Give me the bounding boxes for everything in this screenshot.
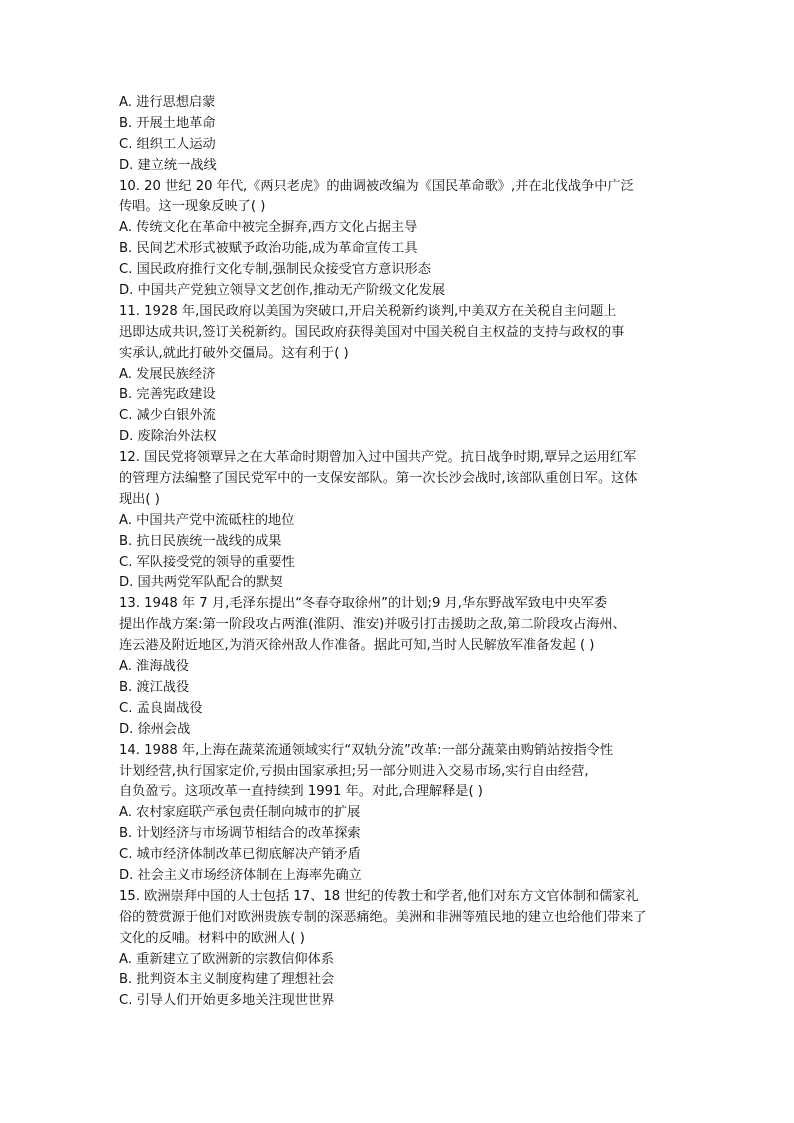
text-line: A. 淮海战役 bbox=[119, 659, 189, 675]
text-line: 12. 国民党将领覃异之在大革命时期曾加入过中国共产党。抗日战争时期,覃异之运用红军 bbox=[119, 450, 637, 466]
text-line: A. 中国共产党中流砥柱的地位 bbox=[119, 512, 295, 528]
text-line: 实承认,就此打破外交僵局。这有利于( ) bbox=[119, 345, 349, 361]
text-line: D. 中国共产党独立领导文艺创作,推动无产阶级文化发展 bbox=[119, 283, 446, 299]
text-line: A. 农村家庭联产承包责任制向城市的扩展 bbox=[119, 805, 361, 821]
text-line: 的管理方法编整了国民党军中的一支保安部队。第一次长沙会战时,该部队重创日军。这体 bbox=[119, 471, 638, 487]
text-line: A. 进行思想启蒙 bbox=[119, 95, 216, 110]
text-line: 连云港及附近地区,为消灭徐州敌人作准备。据此可知,当时人民解放军准备发起 ( ) bbox=[119, 638, 595, 654]
text-line: B. 抗日民族统一战线的成果 bbox=[119, 533, 282, 549]
text-line: D. 国共两党军队配合的默契 bbox=[119, 575, 283, 591]
text-line: B. 计划经济与市场调节相结合的改革探索 bbox=[119, 826, 361, 842]
text-line: 现出( ) bbox=[119, 491, 160, 507]
text-line: C. 组织工人运动 bbox=[119, 136, 216, 152]
text-line: C. 军队接受党的领导的重要性 bbox=[119, 554, 295, 570]
text-line: 14. 1988 年,上海在蔬菜流通领域实行“双轨分流”改革:一部分蔬菜由购销站按指令性 bbox=[119, 742, 614, 758]
text-line: 计划经营,执行国家定价,亏损由国家承担;另一部分则进入交易市场,实行自由经营, bbox=[119, 763, 589, 779]
text-line: B. 开展土地革命 bbox=[119, 115, 216, 131]
text-line: C. 引导人们开始更多地关注现世世界 bbox=[119, 993, 335, 1009]
text-line: 迅即达成共识,签订关税新约。国民政府获得美国对中国关税自主权益的支持与政权的事 bbox=[119, 324, 625, 340]
text-line: 10. 20 世纪 20 年代,《两只老虎》的曲调被改编为《国民革命歌》,并在北伐战争中广泛 bbox=[119, 178, 634, 194]
text-line: D. 废除治外法权 bbox=[119, 429, 217, 445]
text-line: D. 社会主义市场经济体制在上海率先确立 bbox=[119, 867, 362, 883]
text-line: A. 传统文化在革命中被完全摒弃,西方文化占据主导 bbox=[119, 220, 418, 236]
text-line: 自负盈亏。这项改革一直持续到 1991 年。对此,合理解释是( ) bbox=[119, 784, 483, 800]
text-line: 提出作战方案:第一阶段攻占两淮(淮阴、淮安)并吸引打击援助之敌,第二阶段攻占海州、 bbox=[119, 617, 626, 633]
text-line: B. 渡江战役 bbox=[119, 679, 190, 695]
text-line: C. 减少白银外流 bbox=[119, 408, 216, 424]
text-line: 传唱。这一现象反映了( ) bbox=[119, 199, 266, 215]
text-line: C. 孟良崮战役 bbox=[119, 700, 203, 716]
text-line: C. 国民政府推行文化专制,强制民众接受官方意识形态 bbox=[119, 262, 431, 278]
text-line: B. 批判资本主义制度构建了理想社会 bbox=[119, 972, 335, 988]
document-page bbox=[119, 93, 679, 1012]
text-line: B. 民间艺术形式被赋予政治功能,成为革命宣传工具 bbox=[119, 241, 418, 257]
text-line: D. 建立统一战线 bbox=[119, 157, 217, 173]
text-line: 文化的反哺。材料中的欧洲人( ) bbox=[119, 930, 305, 946]
text-line: A. 发展民族经济 bbox=[119, 366, 216, 382]
text-line: 13. 1948 年 7 月,毛泽东提出“冬春夺取徐州”的计划;9 月,华东野战军致电中央军委 bbox=[119, 596, 608, 612]
text-line: C. 城市经济体制改革已彻底解决产销矛盾 bbox=[119, 847, 361, 863]
text-line: 15. 欧洲崇拜中国的人士包括 17、18 世纪的传教士和学者,他们对东方文官体制和儒家礼 bbox=[119, 888, 639, 904]
text-line: 11. 1928 年,国民政府以美国为突破口,开启关税新约谈判,中美双方在关税自主问题上 bbox=[119, 303, 617, 319]
text-line: B. 完善宪政建设 bbox=[119, 387, 216, 403]
text-line: 俗的赞赏源于他们对欧洲贵族专制的深恶痛绝。美洲和非洲等殖民地的建立也给他们带来了 bbox=[119, 909, 647, 925]
text-line: D. 徐州会战 bbox=[119, 721, 191, 737]
text-line: A. 重新建立了欧洲新的宗教信仰体系 bbox=[119, 951, 334, 967]
